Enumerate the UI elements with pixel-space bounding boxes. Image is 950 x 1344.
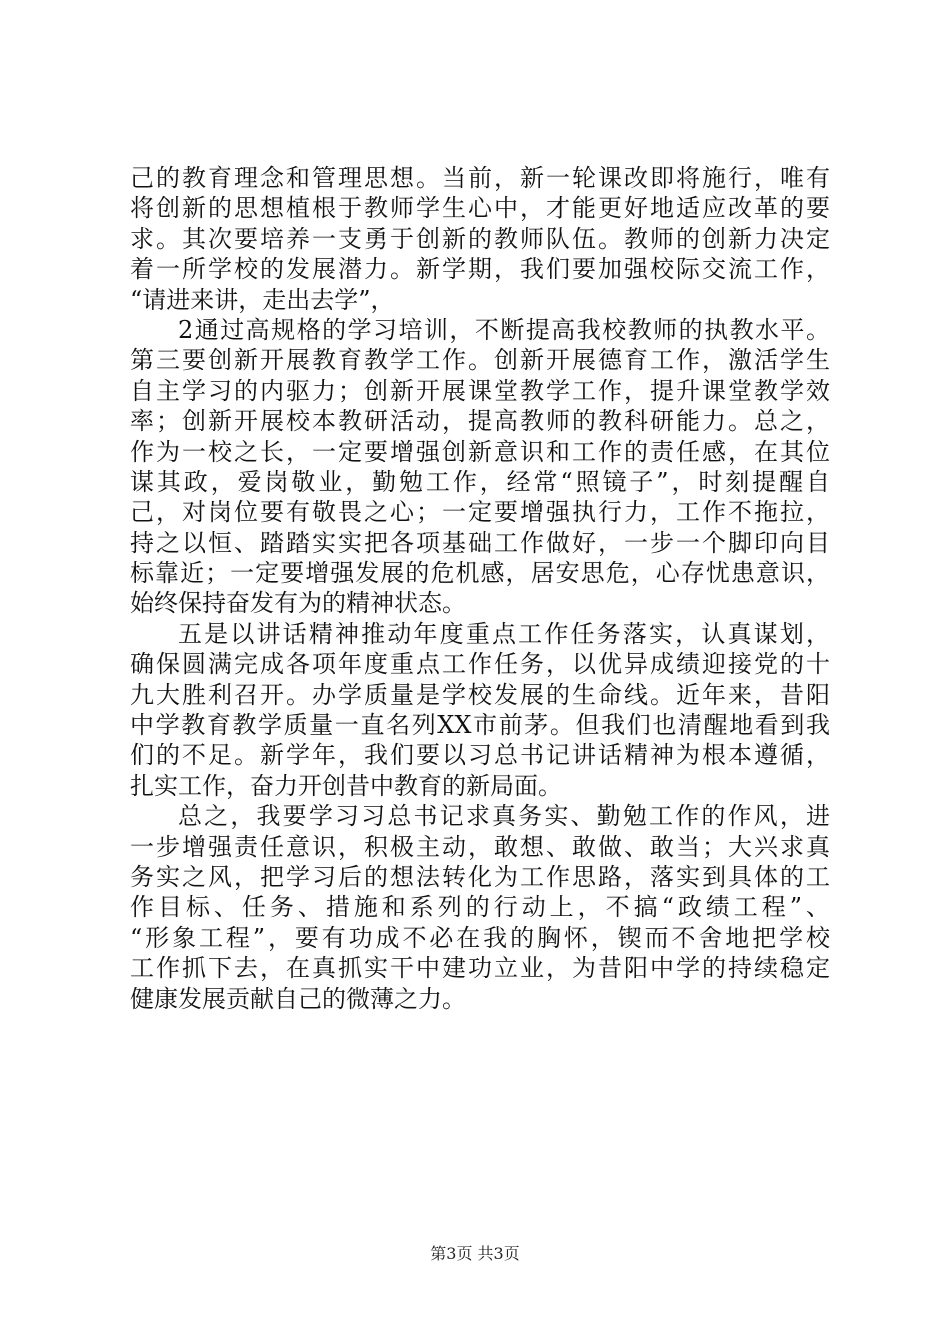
text-line: 确保圆满完成各项年度重点工作任务，以优异成绩迎接党的十 bbox=[130, 650, 830, 679]
text-line: 己，对岗位要有敬畏之心；一定要增强执行力，工作不拖拉， bbox=[130, 498, 830, 527]
paragraph-2 bbox=[130, 315, 830, 619]
text-line: 率；创新开展校本教研活动，提高教师的教科研能力。总之， bbox=[130, 407, 830, 436]
paragraph-1 bbox=[130, 163, 830, 315]
text-line: 工作抓下去，在真抓实干中建功立业，为昔阳中学的持续稳定 bbox=[130, 954, 830, 983]
paragraph-4 bbox=[130, 801, 830, 1014]
text-line: 2通过高规格的学习培训，不断提高我校教师的执教水平。 bbox=[178, 315, 830, 344]
text-line: “形象工程”，要有功成不必在我的胸怀，锲而不舍地把学校 bbox=[130, 923, 830, 952]
text-line: 第三要创新开展教育教学工作。创新开展德育工作，激活学生 bbox=[130, 346, 830, 375]
text-line: 自主学习的内驱力；创新开展课堂教学工作，提升课堂教学效 bbox=[130, 376, 830, 405]
text-line: 谋其政，爱岗敬业，勤勉工作，经常“照镜子”，时刻提醒自 bbox=[130, 467, 830, 496]
document-body bbox=[130, 163, 830, 1014]
text-line: 标靠近；一定要增强发展的危机感，居安思危，心存忧患意识， bbox=[130, 559, 830, 588]
text-line: 务实之风，把学习后的想法转化为工作思路，落实到具体的工 bbox=[130, 862, 830, 891]
text-line: “请进来讲，走出去学”， bbox=[130, 285, 395, 314]
text-line: 持之以恒、踏踏实实把各项基础工作做好，一步一个脚印向目 bbox=[130, 528, 830, 557]
text-line: 一步增强责任意识，积极主动，敢想、敢做、敢当；大兴求真 bbox=[130, 832, 830, 861]
text-line: 求。其次要培养一支勇于创新的教师队伍。教师的创新力决定 bbox=[130, 224, 830, 253]
text-line: 中学教育教学质量一直名列XX市前茅。但我们也清醒地看到我 bbox=[130, 711, 830, 740]
text-line: 将创新的思想植根于教师学生心中，才能更好地适应改革的要 bbox=[130, 194, 830, 223]
text-line: 们的不足。新学年，我们要以习总书记讲话精神为根本遵循， bbox=[130, 741, 830, 770]
text-line: 作目标、任务、措施和系列的行动上，不搞“政绩工程”、 bbox=[130, 893, 830, 922]
paragraph-3 bbox=[130, 619, 830, 801]
text-line: 九大胜利召开。办学质量是学校发展的生命线。近年来，昔阳 bbox=[130, 680, 830, 709]
text-line: 始终保持奋发有为的精神状态。 bbox=[130, 589, 466, 618]
page-number-footer: 第3页 共3页 bbox=[430, 1244, 520, 1263]
text-line: 五是以讲话精神推动年度重点工作任务落实，认真谋划， bbox=[178, 619, 830, 648]
text-line: 作为一校之长，一定要增强创新意识和工作的责任感，在其位 bbox=[130, 437, 830, 466]
text-line: 总之，我要学习习总书记求真务实、勤勉工作的作风，进 bbox=[178, 802, 830, 831]
text-line: 己的教育理念和管理思想。当前，新一轮课改即将施行，唯有 bbox=[130, 164, 830, 192]
text-line: 健康发展贡献自己的微薄之力。 bbox=[130, 984, 466, 1013]
text-line: 着一所学校的发展潜力。新学期，我们要加强校际交流工作， bbox=[130, 255, 830, 284]
text-line: 扎实工作，奋力开创昔中教育的新局面。 bbox=[130, 771, 562, 800]
